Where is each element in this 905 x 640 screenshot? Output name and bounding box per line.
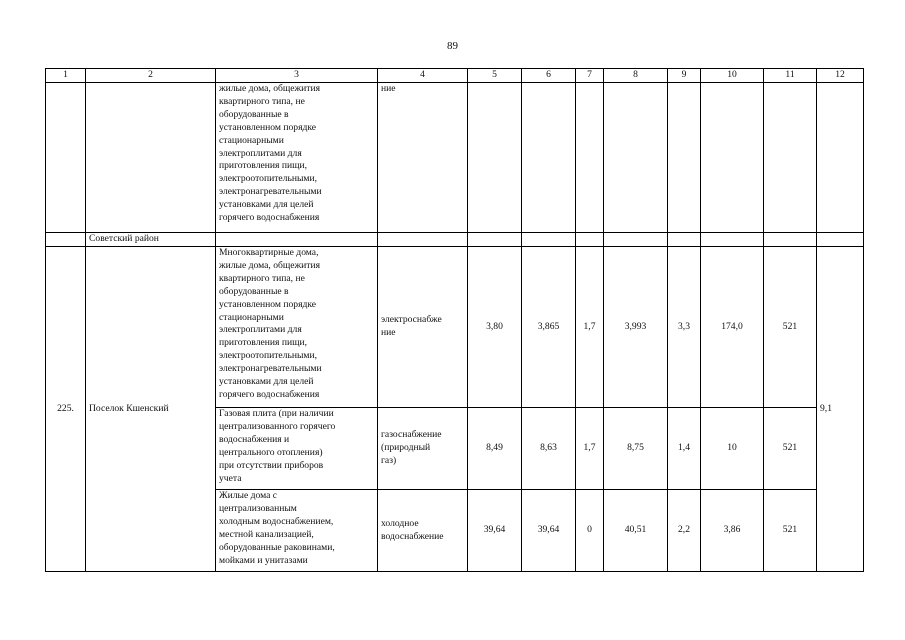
header-cell: 10 <box>701 69 764 83</box>
header-cell: 8 <box>604 69 668 83</box>
consumer-description: Газовая плита (при наличии централизованного горячего водоснабжения и центрального отопления) при отсутствии приборов учета <box>216 408 378 490</box>
value-cell: 521 <box>764 247 817 408</box>
value-cell: 39,64 <box>522 490 576 572</box>
page-number: 89 <box>447 40 458 52</box>
value-cell: 521 <box>764 490 817 572</box>
service-type: газоснабжение (природный газ) <box>378 408 468 490</box>
service-type: ние <box>378 83 468 233</box>
header-cell: 3 <box>216 69 378 83</box>
settlement-name: Поселок Кшенский <box>86 247 216 572</box>
value-cell: 10 <box>701 408 764 490</box>
value-cell: 3,865 <box>522 247 576 408</box>
header-cell: 11 <box>764 69 817 83</box>
value-cell: 3,3 <box>668 247 701 408</box>
value-cell: 2,2 <box>668 490 701 572</box>
value-cell: 521 <box>764 408 817 490</box>
value-cell: 1,7 <box>576 247 604 408</box>
header-cell: 9 <box>668 69 701 83</box>
header-cell: 5 <box>468 69 522 83</box>
entry-number: 225. <box>46 247 86 572</box>
value-cell: 8,49 <box>468 408 522 490</box>
header-cell: 4 <box>378 69 468 83</box>
header-cell: 12 <box>817 69 864 83</box>
consumer-description: Жилые дома с централизованным холодным водоснабжением, местной канализацией, оборудованные раковинами, мойками и унитазами <box>216 490 378 572</box>
value-cell: 39,64 <box>468 490 522 572</box>
consumer-description: Многоквартирные дома, жилые дома, общежития квартирного типа, не оборудованные в установленном порядке стационарными электроплитами для приготовления пищи, электроотопительными, электронагревательными установками для целей горячего водоснабжения <box>216 247 378 408</box>
district-row <box>46 233 864 247</box>
header-cell: 7 <box>576 69 604 83</box>
table-row-continued <box>46 83 864 233</box>
col12-value: 9,1 <box>817 247 864 572</box>
header-row <box>46 69 864 83</box>
tariff-table <box>45 68 864 572</box>
header-cell: 6 <box>522 69 576 83</box>
header-cell: 1 <box>46 69 86 83</box>
header-cell: 2 <box>86 69 216 83</box>
value-cell: 40,51 <box>604 490 668 572</box>
value-cell: 8,75 <box>604 408 668 490</box>
value-cell: 1,7 <box>576 408 604 490</box>
consumer-description: жилые дома, общежития квартирного типа, не оборудованные в установленном порядке стационарными электроплитами для приготовления пищи, электроотопительными, электронагревательными установками для целей горячего водоснабжения <box>216 83 378 233</box>
value-cell: 1,4 <box>668 408 701 490</box>
district-name: Советский район <box>86 233 216 247</box>
value-cell: 3,993 <box>604 247 668 408</box>
table-row <box>46 247 864 408</box>
value-cell: 0 <box>576 490 604 572</box>
value-cell: 8,63 <box>522 408 576 490</box>
service-type: электроснабже ние <box>378 247 468 408</box>
value-cell: 3,86 <box>701 490 764 572</box>
value-cell: 174,0 <box>701 247 764 408</box>
value-cell: 3,80 <box>468 247 522 408</box>
service-type: холодное водоснабжение <box>378 490 468 572</box>
